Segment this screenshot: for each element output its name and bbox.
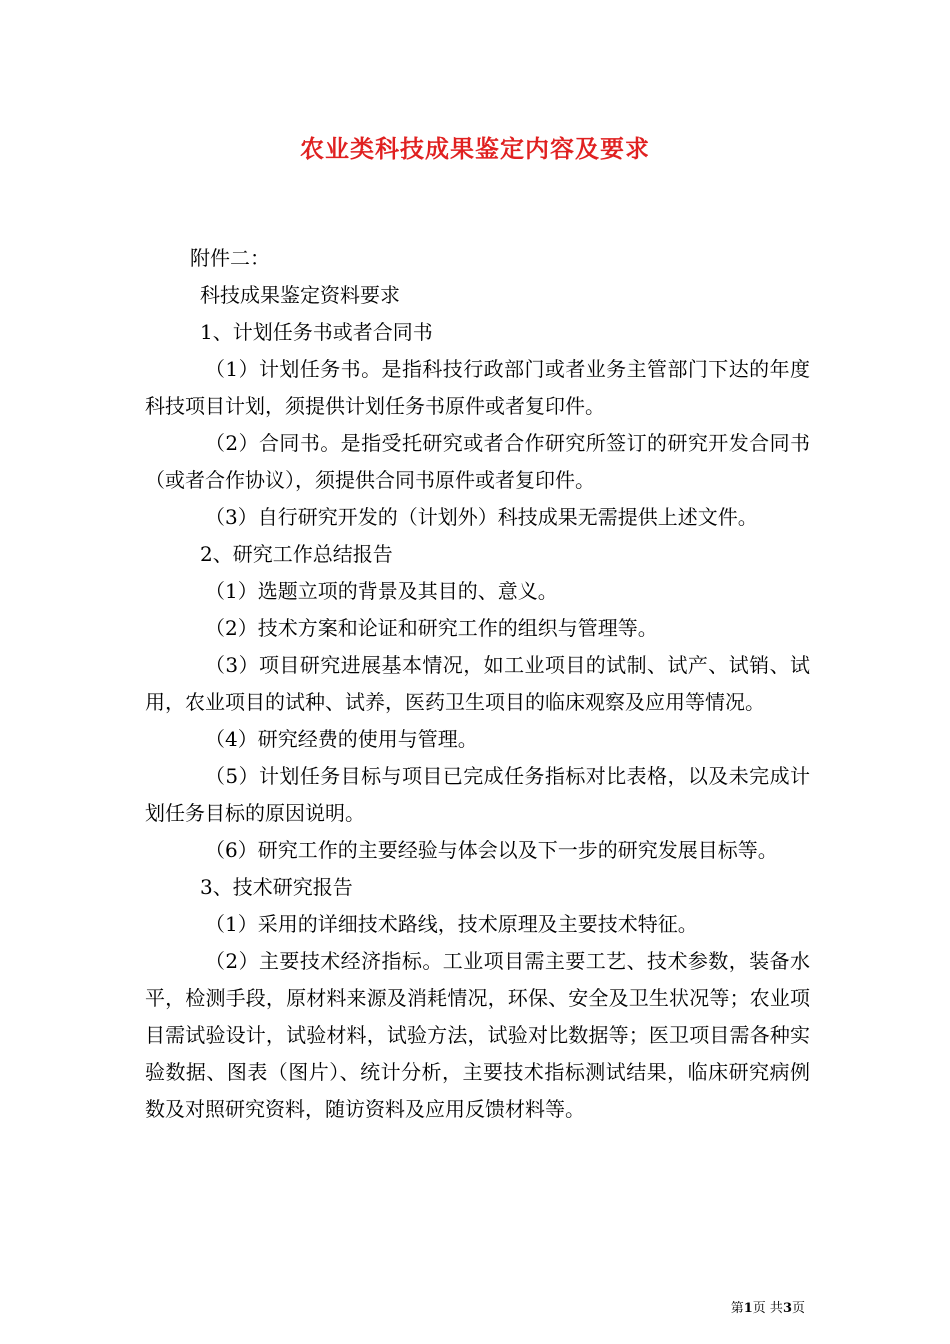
paragraph: 2、研究工作总结报告 xyxy=(200,542,393,566)
paragraph: 3、技术研究报告 xyxy=(200,875,353,899)
paragraph: （1）计划任务书。是指科技行政部门或者业务主管部门下达的年度科技项目计划，须提供计划任务书原件或者复印件。 xyxy=(145,357,810,418)
page-number-middle: 页 共 xyxy=(752,1301,783,1316)
current-page: 1 xyxy=(743,1301,753,1316)
paragraph: （3）自行研究开发的（计划外）科技成果无需提供上述文件。 xyxy=(205,505,758,529)
paragraph: 1、计划任务书或者合同书 xyxy=(200,320,433,344)
page-number-prefix: 第 xyxy=(730,1301,744,1316)
document-title: 农业类科技成果鉴定内容及要求 xyxy=(300,134,650,163)
paragraph: （1）选题立项的背景及其目的、意义。 xyxy=(205,579,558,603)
page-number-suffix: 页 xyxy=(791,1301,805,1316)
paragraph: （2）合同书。是指受托研究或者合作研究所签订的研究开发合同书（或者合作协议），须提供合同书原件或者复印件。 xyxy=(145,431,810,492)
paragraph: 附件二： xyxy=(190,246,270,270)
total-pages: 3 xyxy=(782,1301,792,1316)
paragraph: （2）主要技术经济指标。工业项目需主要工艺、技术参数，装备水平，检测手段，原材料来源及消耗情况，环保、安全及卫生状况等；农业项目需试验设计，试验材料，试验方法，试验对比数据等；医卫项目需各种实验数据、图表（图片）、统计分析，主要技术指标测试结果，临床研究病例数及对照研究资料，随访资料及应用反馈材料等。 xyxy=(145,949,810,1121)
paragraph: （2）技术方案和论证和研究工作的组织与管理等。 xyxy=(205,616,658,640)
paragraph: （6）研究工作的主要经验与体会以及下一步的研究发展目标等。 xyxy=(205,838,778,862)
paragraph: 科技成果鉴定资料要求 xyxy=(200,283,400,307)
paragraph: （3）项目研究进展基本情况，如工业项目的试制、试产、试销、试用，农业项目的试种、试养，医药卫生项目的临床观察及应用等情况。 xyxy=(145,653,810,714)
paragraph: （1）采用的详细技术路线，技术原理及主要技术特征。 xyxy=(205,912,698,936)
page-number xyxy=(731,1300,805,1318)
paragraph: （5）计划任务目标与项目已完成任务指标对比表格，以及未完成计划任务目标的原因说明。 xyxy=(145,764,810,825)
paragraph: （4）研究经费的使用与管理。 xyxy=(205,727,478,751)
document-body xyxy=(145,240,810,1128)
